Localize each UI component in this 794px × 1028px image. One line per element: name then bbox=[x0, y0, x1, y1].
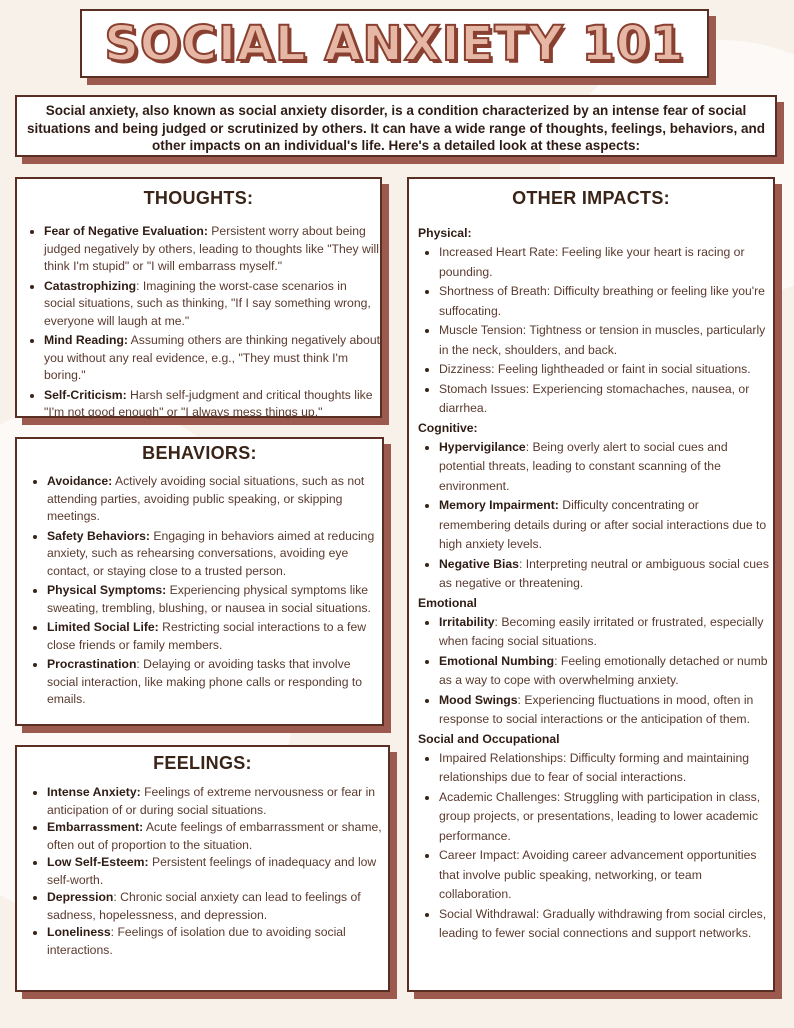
list-item bbox=[47, 819, 388, 854]
list-item bbox=[439, 691, 773, 730]
list-item: • Dizziness: Feeling lightheaded or faint in social situations. bbox=[439, 360, 773, 380]
list-item bbox=[439, 555, 773, 594]
behaviors-list bbox=[17, 473, 382, 709]
item-term: Avoidance: bbox=[47, 474, 113, 488]
intro-text: Social anxiety, also known as social anxiety disorder, is a condition characterized by an intense fear of social situations and being judged or scrutinized by others. It can have a wide range of thoughts, feelings, behaviors, and other impacts on an individual's life. Here's a detailed look at these aspects: bbox=[26, 103, 766, 153]
thoughts-list bbox=[17, 223, 380, 422]
item-term: Fear of Negative Evaluation: bbox=[44, 224, 208, 238]
list-item bbox=[439, 652, 773, 691]
item-text: Engaging in behaviors aimed at reducing anxiety, such as rehearsing conversations, avoiding eye contact, or staying close to a trusted person. bbox=[47, 528, 375, 578]
item-term: Procrastination bbox=[47, 657, 137, 671]
page-title: SOCIAL ANXIETY 101 bbox=[104, 16, 685, 72]
list-item bbox=[47, 924, 388, 959]
list-item bbox=[44, 332, 380, 385]
thoughts-heading: THOUGHTS: bbox=[143, 188, 254, 208]
list-item: • Muscle Tension: Tightness or tension in muscles, particularly in the neck, shoulders, and back. bbox=[439, 321, 773, 360]
physical-list bbox=[409, 243, 773, 419]
item-term: Low Self-Esteem: bbox=[47, 855, 149, 869]
list-item bbox=[44, 278, 380, 331]
item-term: Depression bbox=[47, 890, 114, 904]
item-term: Embarrassment: bbox=[47, 820, 144, 834]
item-text: Difficulty concentrating or remembering details during or after social interactions due to high anxiety levels. bbox=[439, 498, 767, 551]
item-term: Loneliness bbox=[47, 925, 111, 939]
list-item bbox=[439, 613, 773, 652]
item-term: Limited Social Life: bbox=[47, 620, 159, 634]
item-text: : Chronic social anxiety can lead to feelings of sadness, hopelessness, and depression. bbox=[47, 890, 361, 922]
list-item bbox=[47, 582, 382, 617]
social-occupational-label: Social and Occupational bbox=[418, 731, 560, 746]
item-text: Assuming others are thinking negatively about you without any real evidence, e.g., "They must think I'm boring." bbox=[44, 333, 380, 382]
other-impacts-heading: OTHER IMPACTS: bbox=[512, 188, 670, 208]
behaviors-panel bbox=[15, 437, 384, 726]
item-term: Self-Criticism: bbox=[44, 387, 127, 402]
item-text: : Experiencing fluctuations in mood, often in response to social interactions or the anticipation of them. bbox=[439, 692, 754, 726]
list-item bbox=[44, 223, 380, 276]
item-term: Mood Swings bbox=[439, 692, 518, 707]
physical-label: Physical: bbox=[418, 226, 472, 240]
item-text: : Feeling emotionally detached or numb as a way to cope with overwhelming anxiety. bbox=[439, 653, 768, 687]
emotional-label: Emotional bbox=[418, 595, 477, 610]
list-item bbox=[47, 473, 382, 526]
cognitive-list bbox=[409, 438, 773, 594]
item-text: : Becoming easily irritated or frustrated, especially when facing social situations. bbox=[439, 614, 764, 648]
item-text: Experiencing physical symptoms like sweating, trembling, blushing, or nausea in social situations. bbox=[47, 583, 371, 615]
list-item bbox=[47, 889, 388, 924]
intro-box bbox=[15, 95, 777, 157]
item-text: : Being overly alert to social cues and potential threats, leading to constant scanning of the environment. bbox=[439, 439, 728, 493]
feelings-panel bbox=[15, 745, 390, 992]
item-term: Catastrophizing bbox=[44, 278, 137, 293]
list-item bbox=[44, 387, 380, 422]
list-item: • Shortness of Breath: Difficulty breathing or feeling like you're suffocating. bbox=[439, 282, 773, 321]
item-text: Feelings of extreme nervousness or fear in anticipation of or during social situations. bbox=[47, 785, 376, 817]
item-text: Acute feelings of embarrassment or shame, often out of proportion to the situation. bbox=[47, 820, 382, 852]
list-item bbox=[47, 619, 382, 654]
item-term: Mind Reading: bbox=[44, 333, 128, 347]
list-item: • Impaired Relationships: Difficulty forming and maintaining relationships due to fear of social interactions. bbox=[439, 749, 773, 788]
item-text: Harsh self-judgment and critical thoughts like "I'm not good enough" or "I always mess things up." bbox=[44, 387, 373, 419]
social-occupational-list bbox=[409, 749, 773, 944]
cognitive-label: Cognitive: bbox=[418, 420, 478, 435]
emotional-list bbox=[409, 613, 773, 730]
list-item: • Career Impact: Avoiding career advancement opportunities that involve public speaking, networking, or team collaboration. bbox=[439, 846, 773, 905]
list-item: • Increased Heart Rate: Feeling like your heart is racing or pounding. bbox=[439, 243, 773, 282]
behaviors-heading: BEHAVIORS: bbox=[142, 443, 257, 463]
item-text: Persistent worry about being judged negatively by others, leading to thoughts like "They will think I'm stupid" or "I will embarrass myself." bbox=[44, 224, 379, 273]
item-text: : Imagining the worst-case scenarios in social situations, such as thinking, "If I say something wrong, everyone will laugh at me." bbox=[44, 278, 371, 328]
list-item bbox=[47, 854, 388, 889]
item-text: : Feelings of isolation due to avoiding social interactions. bbox=[47, 925, 346, 957]
other-impacts-panel bbox=[407, 177, 775, 992]
item-text: Persistent feelings of inadequacy and low self-worth. bbox=[47, 855, 377, 887]
list-item bbox=[47, 656, 382, 709]
list-item bbox=[47, 784, 388, 819]
feelings-heading: FEELINGS: bbox=[153, 753, 252, 773]
item-text: : Delaying or avoiding tasks that involve social interaction, like making phone calls or responding to emails. bbox=[47, 657, 363, 706]
item-term: Hypervigilance bbox=[439, 439, 526, 454]
title-banner bbox=[80, 9, 709, 78]
item-term: Emotional Numbing bbox=[439, 653, 555, 668]
list-item bbox=[439, 438, 773, 497]
item-term: Irritability bbox=[439, 614, 495, 629]
item-term: Negative Bias bbox=[439, 556, 519, 571]
item-term: Intense Anxiety: bbox=[47, 785, 141, 799]
item-text: Actively avoiding social situations, such as not attending parties, avoiding public speaking, or skipping meetings. bbox=[47, 474, 365, 523]
list-item: • Social Withdrawal: Gradually withdrawing from social circles, leading to fewer social connections and support networks. bbox=[439, 905, 773, 944]
item-term: Physical Symptoms: bbox=[47, 583, 167, 597]
item-text: : Interpreting neutral or ambiguous social cues as negative or threatening. bbox=[439, 556, 769, 590]
item-text: Restricting social interactions to a few close friends or family members. bbox=[47, 620, 367, 652]
item-term: Memory Impairment: bbox=[439, 498, 559, 512]
list-item bbox=[439, 496, 773, 555]
feelings-list bbox=[17, 784, 388, 959]
list-item bbox=[47, 528, 382, 581]
list-item: • Stomach Issues: Experiencing stomachaches, nausea, or diarrhea. bbox=[439, 380, 773, 419]
thoughts-panel bbox=[15, 177, 382, 418]
item-term: Safety Behaviors: bbox=[47, 528, 150, 543]
list-item: • Academic Challenges: Struggling with participation in class, group projects, or presentations, leading to lower academic performance. bbox=[439, 788, 773, 847]
